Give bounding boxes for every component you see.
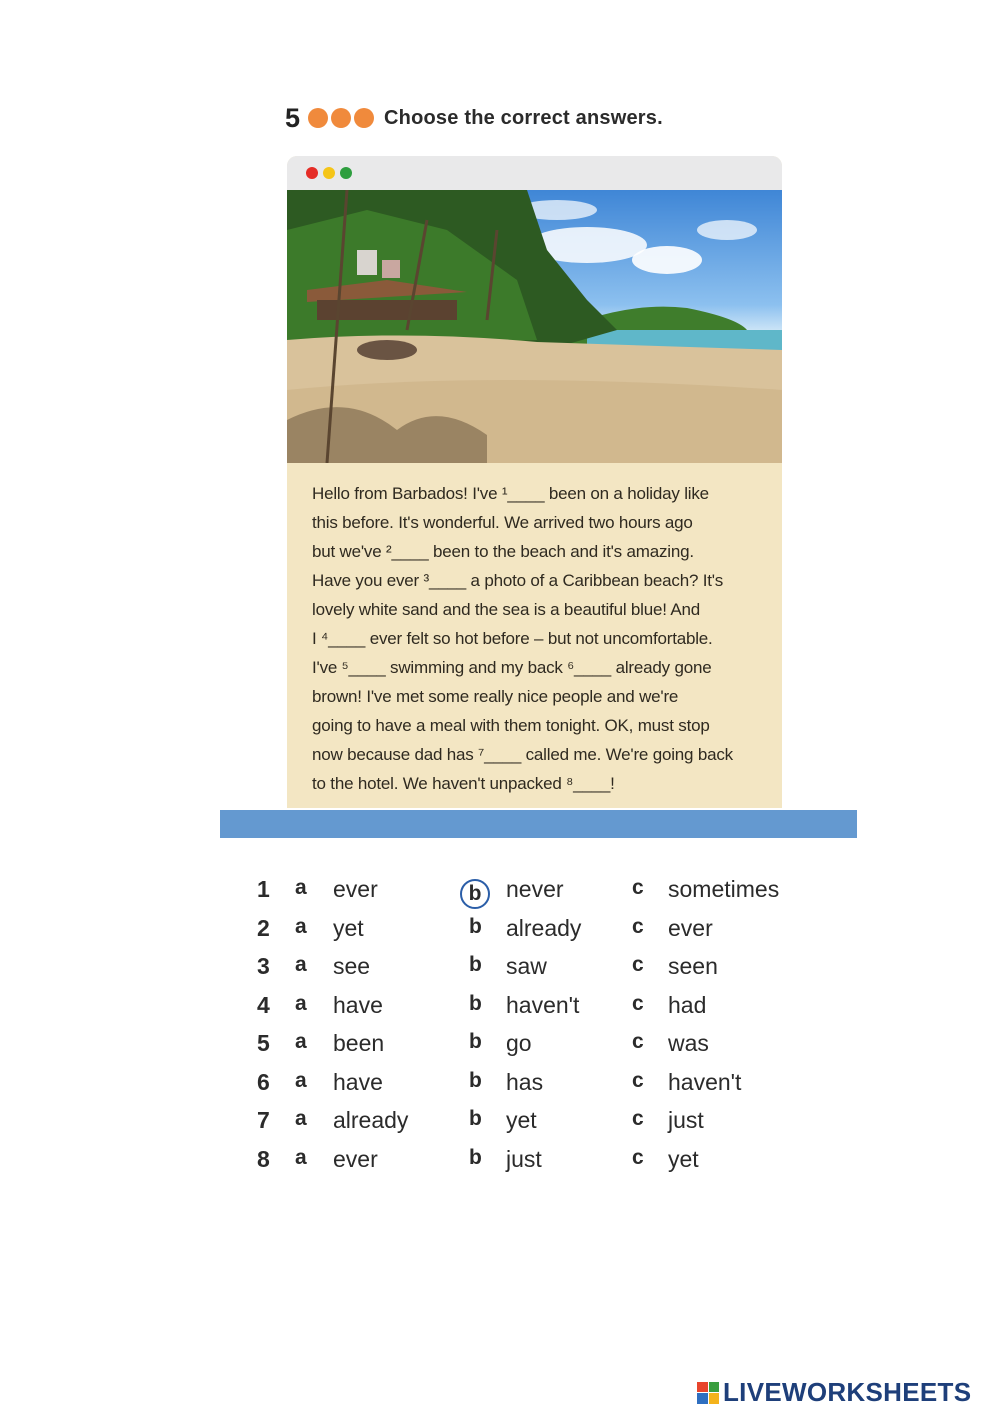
- option-letter-c: c: [632, 1030, 644, 1053]
- option-c[interactable]: just: [668, 1107, 704, 1133]
- option-letter-a: a: [295, 991, 307, 1015]
- postcard-text: [287, 463, 782, 798]
- option-letter-c: c: [632, 1145, 644, 1169]
- text-line: to the hotel. We haven't unpacked ⁸____!: [312, 774, 615, 793]
- question-number: 2: [257, 914, 270, 941]
- option-letter-a: a: [295, 1068, 307, 1092]
- option-b[interactable]: just: [506, 1145, 542, 1172]
- option-a[interactable]: have: [333, 1068, 383, 1095]
- option-b[interactable]: already: [506, 914, 582, 941]
- option-b[interactable]: yet: [506, 1107, 537, 1133]
- question-number: 7: [257, 1107, 270, 1133]
- option-letter-a: a: [295, 1145, 307, 1169]
- question-number: 4: [257, 991, 270, 1018]
- question-number: 5: [257, 1030, 270, 1056]
- difficulty-dot: [331, 108, 351, 128]
- difficulty-dots: [308, 108, 374, 128]
- question-number: 3: [257, 953, 270, 979]
- answer-dropzone-band[interactable]: [220, 810, 857, 838]
- option-letter-c: c: [632, 1068, 644, 1092]
- option-a[interactable]: have: [333, 991, 383, 1018]
- option-letter-b: b: [469, 1107, 482, 1130]
- text-line: I've ⁵____ swimming and my back ⁶____ already gone: [312, 658, 712, 677]
- option-letter-b: b: [469, 953, 482, 976]
- option-letter-c: c: [632, 1107, 644, 1130]
- option-c[interactable]: seen: [668, 953, 718, 979]
- difficulty-dot: [308, 108, 328, 128]
- option-letter-c: c: [632, 876, 644, 899]
- text-line: now because dad has ⁷____ called me. We're going back: [312, 745, 733, 764]
- option-b[interactable]: go: [506, 1030, 532, 1056]
- option-a[interactable]: ever: [333, 1145, 378, 1172]
- exercise-instruction: Choose the correct answers.: [384, 106, 663, 129]
- liveworksheets-logo[interactable]: [697, 1377, 971, 1408]
- browser-title-bar: [287, 156, 782, 190]
- option-a[interactable]: see: [333, 953, 371, 979]
- question-number: 1: [257, 876, 270, 902]
- liveworksheets-logo-icon: [697, 1382, 719, 1404]
- option-a[interactable]: yet: [333, 914, 364, 941]
- option-c[interactable]: sometimes: [668, 876, 780, 902]
- beach-photo: [287, 190, 782, 463]
- option-letter-a: a: [295, 876, 307, 899]
- option-c[interactable]: haven't: [668, 1068, 742, 1095]
- question-number: 6: [257, 1068, 270, 1095]
- text-line: going to have a meal with them tonight. OK, must stop: [312, 716, 710, 735]
- text-line: Hello from Barbados! I've ¹____ been on a holiday like: [312, 484, 709, 503]
- option-a[interactable]: already: [333, 1107, 409, 1133]
- text-line: lovely white sand and the sea is a beautiful blue! And: [312, 600, 701, 619]
- option-c[interactable]: ever: [668, 914, 713, 941]
- maximize-window-dot-icon: [340, 167, 352, 179]
- option-c[interactable]: yet: [668, 1145, 699, 1172]
- minimize-window-dot-icon: [323, 167, 335, 179]
- option-letter-a: a: [295, 1030, 307, 1053]
- close-window-dot-icon: [306, 167, 318, 179]
- option-letter-b: b: [469, 1145, 482, 1169]
- option-letter-b-selected[interactable]: b: [460, 879, 490, 909]
- option-b[interactable]: saw: [506, 953, 547, 979]
- text-line: this before. It's wonderful. We arrived two hours ago: [312, 513, 693, 532]
- text-line: I ⁴____ ever felt so hot before – but not uncomfortable.: [312, 629, 713, 648]
- difficulty-dot: [354, 108, 374, 128]
- beach-photo-icon: [287, 190, 782, 463]
- brand-name: LIVEWORKSHEETS: [723, 1377, 972, 1407]
- option-letter-c: c: [632, 914, 644, 938]
- text-line: but we've ²____ been to the beach and it's amazing.: [312, 542, 694, 561]
- option-a[interactable]: been: [333, 1030, 385, 1056]
- browser-window: [287, 156, 782, 808]
- option-b[interactable]: has: [506, 1068, 544, 1095]
- option-c[interactable]: was: [668, 1030, 709, 1056]
- exercise-heading: [285, 100, 663, 136]
- option-letter-b: b: [469, 991, 482, 1015]
- option-letter-a: a: [295, 914, 307, 938]
- option-letter-b: b: [469, 914, 482, 938]
- option-c[interactable]: had: [668, 991, 707, 1018]
- option-letter-a: a: [295, 1107, 307, 1130]
- option-letter-b: b: [469, 1068, 482, 1092]
- option-b[interactable]: never: [506, 876, 564, 902]
- question-number: 8: [257, 1145, 270, 1172]
- option-letter-c: c: [632, 991, 644, 1015]
- option-b[interactable]: haven't: [506, 991, 580, 1018]
- text-line: brown! I've met some really nice people and we're: [312, 687, 679, 706]
- option-letter-a: a: [295, 953, 307, 976]
- option-a[interactable]: ever: [333, 876, 378, 902]
- option-letter-b: b: [469, 1030, 482, 1053]
- option-letter-c: c: [632, 953, 644, 976]
- text-line: Have you ever ³____ a photo of a Caribbean beach? It's: [312, 571, 724, 590]
- exercise-number: 5: [285, 102, 301, 133]
